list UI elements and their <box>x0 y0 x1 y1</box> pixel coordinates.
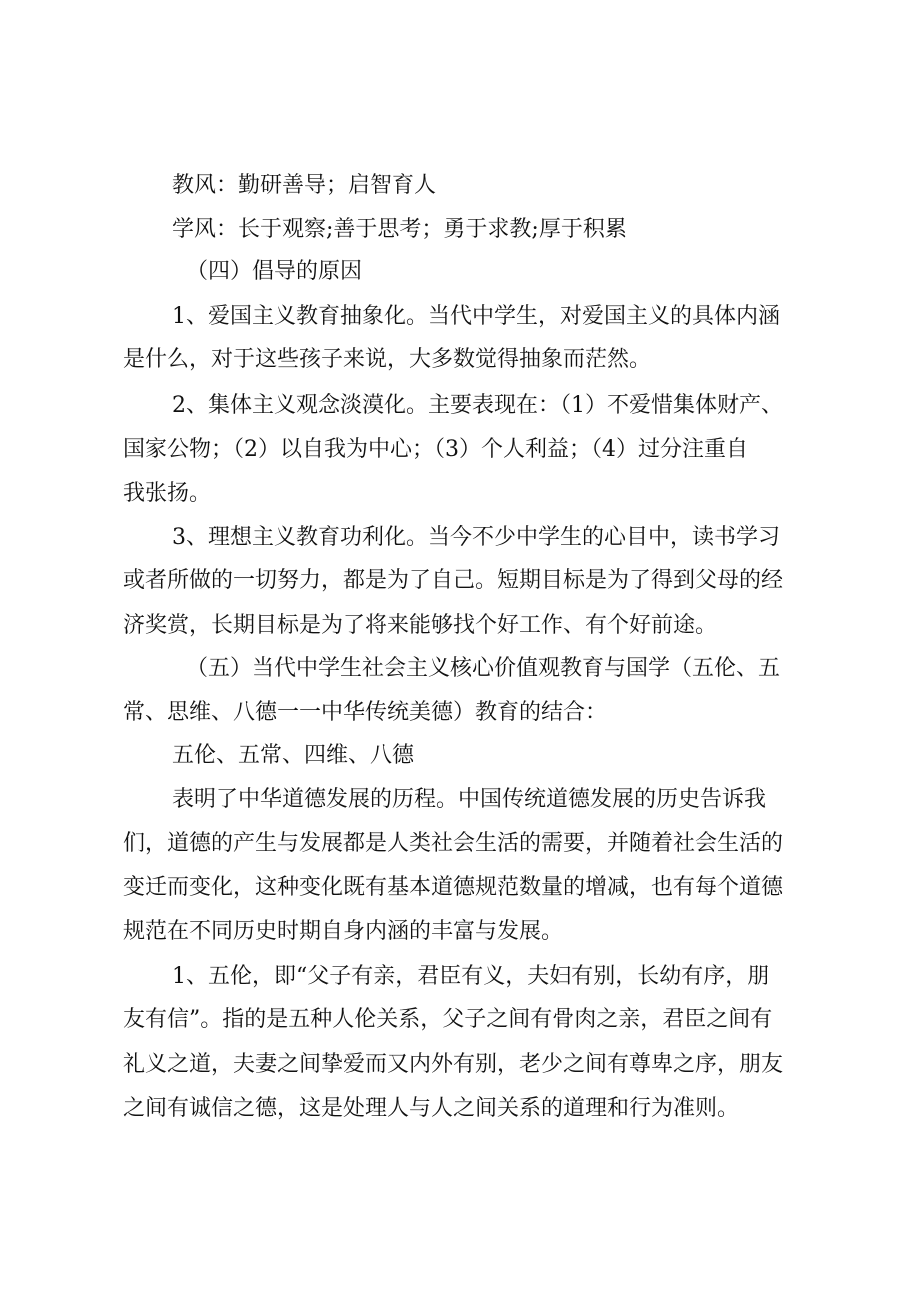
paragraph-line: 我张扬。 <box>123 481 212 506</box>
paragraph-line: 变迁而变化，这种变化既有基本道德规范数量的增减，也有每个道德 <box>123 875 784 900</box>
paragraph-line: 礼义之道，夫妻之间挚爱而又内外有别，老少之间有尊卑之序，朋友 <box>123 1052 784 1077</box>
section-4-heading: （四）倡导的原因 <box>186 259 363 284</box>
section-5-heading-cont: 常、思维、八德一一中华传统美德）教育的结合： <box>123 700 608 725</box>
paragraph-line: 之间有诚信之德，这是处理人与人之间关系的道理和行为准则。 <box>123 1096 740 1121</box>
paragraph-line: 规范在不同历史时期自身内涵的丰富与发展。 <box>123 919 564 944</box>
paragraph-line: 1、五伦，即“父子有亲，君臣有义，夫妇有别，长幼有序，朋 <box>172 964 770 989</box>
paragraph-line: 济奖赏，长期目标是为了将来能够找个好工作、有个好前途。 <box>123 613 718 638</box>
section-5-heading: （五）当代中学生社会主义核心价值观教育与国学（五伦、五 <box>186 656 781 681</box>
paragraph-line: 3、理想主义教育功利化。当今不少中学生的心目中，读书学习 <box>172 525 780 550</box>
paragraph-line: 表明了中华道德发展的历程。中国传统道德发展的历史告诉我 <box>172 787 767 812</box>
paragraph-line: 是什么，对于这些孩子来说，大多数觉得抽象而茫然。 <box>123 347 652 372</box>
teaching-style-line: 教风：勤研善导；启智育人 <box>172 173 437 198</box>
paragraph-line: 们，道德的产生与发展都是人类社会生活的需要，并随着社会生活的 <box>123 831 784 856</box>
learning-style-line: 学风：长于观察;善于思考；勇于求教;厚于积累 <box>172 217 627 242</box>
paragraph-line: 2、集体主义观念淡漠化。主要表现在：（1）不爱惜集体财产、 <box>172 393 783 418</box>
paragraph-line: 或者所做的一切努力，都是为了自己。短期目标是为了得到父母的经 <box>123 568 784 593</box>
paragraph-line: 国家公物；（2）以自我为中心；（3）个人利益；（4）过分注重自 <box>123 437 748 462</box>
paragraph-line: 1、爱国主义教育抽象化。当代中学生，对爱国主义的具体内涵 <box>172 304 780 329</box>
subheading-line: 五伦、五常、四维、八德 <box>172 743 415 768</box>
paragraph-line: 友有信”。指的是五种人伦关系，父子之间有骨肉之亲，君臣之间有 <box>123 1007 773 1032</box>
